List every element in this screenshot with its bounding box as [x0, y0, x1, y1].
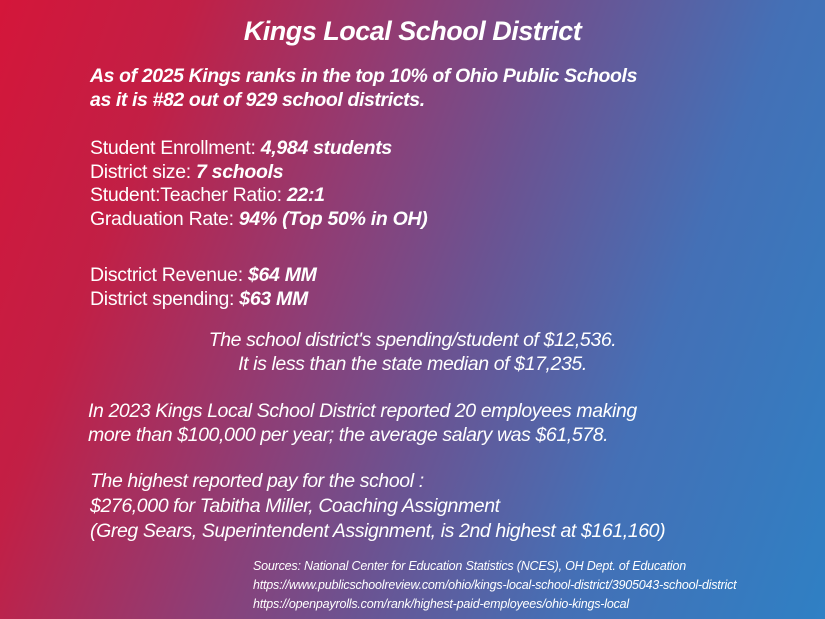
district-stats [90, 137, 427, 231]
ranking-line-2: as it is #82 out of 929 school districts. [90, 89, 425, 111]
employees-note-line-2: more than $100,000 per year; the average salary was $61,578. [88, 423, 609, 446]
stat-value: 22:1 [286, 184, 325, 206]
stat-label: District size: [90, 160, 197, 183]
highest-pay-line-2: $276,000 for Tabitha Miller, Coaching Assignment [90, 495, 500, 517]
district-finance [90, 264, 317, 311]
stat-district-size [90, 161, 427, 185]
page-title: Kings Local School District [243, 16, 582, 46]
stat-value: 4,984 students [260, 137, 392, 159]
finance-spending [90, 288, 317, 312]
sources-line: Sources: National Center for Education Statistics (NCES), OH Dept. of Education [253, 559, 687, 573]
employees-note-line-1: In 2023 Kings Local School District reported 20 employees making [88, 400, 637, 422]
stat-student-teacher-ratio [90, 184, 427, 208]
stat-graduation-rate [90, 208, 427, 232]
sources [253, 557, 736, 614]
finance-label: Disctrict Revenue: [90, 264, 248, 286]
source-url-publicschoolreview: https://www.publicschoolreview.com/ohio/kings-local-school-district/3905043-school-district [253, 578, 737, 592]
stat-label: Student Enrollment: [90, 137, 261, 159]
stat-label: Student:Teacher Ratio: [90, 184, 287, 206]
stat-value: 7 schools [196, 160, 284, 183]
employees-note [88, 400, 637, 447]
highest-pay-note [90, 469, 665, 544]
spending-note-line-1: The school district's spending/student of $12,536. [208, 329, 617, 351]
spending-note-line-2: It is less than the state median of $17,235. [238, 352, 587, 375]
highest-pay-line-3: (Greg Sears, Superintendent Assignment, is 2nd highest at $161,160) [90, 520, 666, 542]
stat-enrollment [90, 137, 427, 161]
stat-value: 94% (Top 50% in OH) [238, 207, 428, 230]
ranking-summary [90, 64, 637, 112]
ranking-line-1: As of 2025 Kings ranks in the top 10% of Ohio Public Schools [90, 65, 638, 87]
stat-label: Graduation Rate: [90, 207, 239, 230]
source-url-openpayrolls: https://openpayrolls.com/rank/highest-paid-employees/ohio-kings-local [253, 597, 629, 611]
spending-per-student-note [0, 329, 825, 376]
finance-value: $63 MM [239, 287, 308, 310]
finance-revenue [90, 264, 317, 288]
finance-value: $64 MM [247, 264, 317, 286]
finance-label: District spending: [90, 287, 240, 310]
highest-pay-line-1: The highest reported pay for the school : [90, 470, 424, 492]
